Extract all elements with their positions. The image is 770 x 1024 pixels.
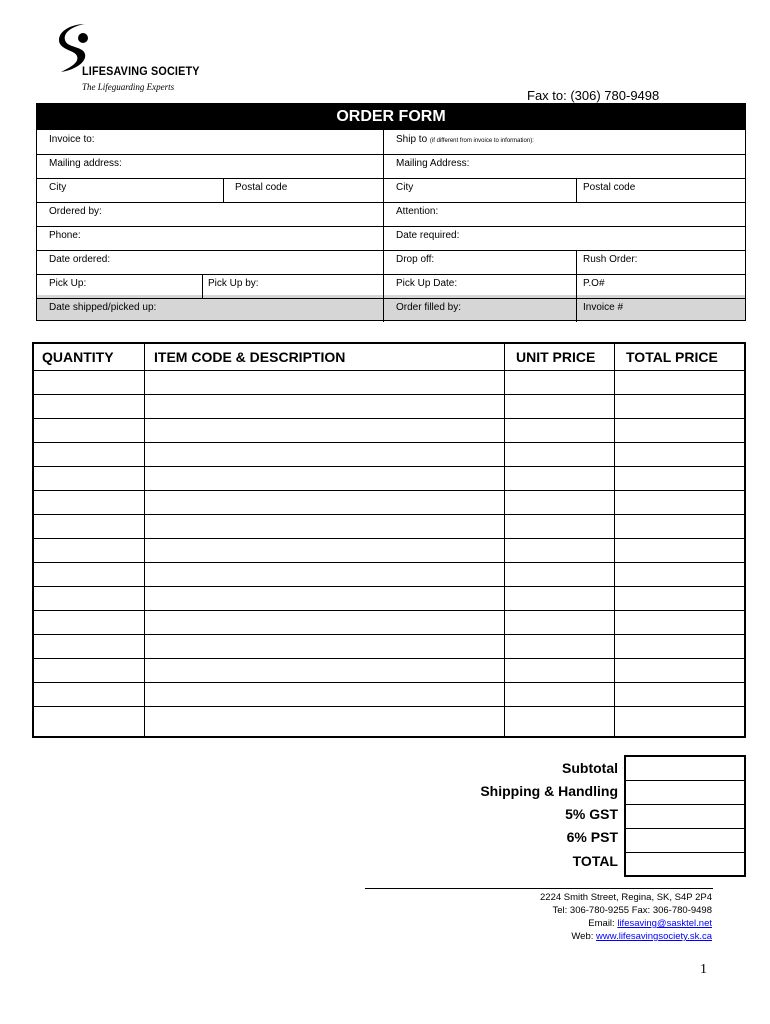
divider-line xyxy=(365,888,713,889)
form-title: ORDER FORM xyxy=(37,104,745,130)
table-column-divider xyxy=(144,344,145,736)
drop-off-field[interactable]: Drop off: xyxy=(396,254,435,265)
table-row xyxy=(34,586,744,587)
fax-number: Fax to: (306) 780-9498 xyxy=(527,88,660,103)
table-row xyxy=(34,682,744,683)
table-row xyxy=(34,466,744,467)
table-row xyxy=(34,562,744,563)
total-label: TOTAL xyxy=(572,853,618,869)
column-header-quantity: QUANTITY xyxy=(42,349,114,365)
rush-order-field[interactable]: Rush Order: xyxy=(583,254,638,265)
subtotal-label: Subtotal xyxy=(562,760,618,776)
ship-postal-code-field[interactable]: Postal code xyxy=(583,182,636,193)
shipping-label: Shipping & Handling xyxy=(480,783,618,799)
pick-up-date-field[interactable]: Pick Up Date: xyxy=(396,278,458,289)
date-required-field[interactable]: Date required: xyxy=(396,230,460,241)
web-link[interactable]: www.lifesavingsociety.sk.ca xyxy=(596,931,712,942)
address-web: Web: www.lifesavingsociety.sk.ca xyxy=(571,931,712,942)
totals-box xyxy=(624,755,746,877)
city-field[interactable]: City xyxy=(49,182,67,193)
table-row xyxy=(34,418,744,419)
items-table xyxy=(32,342,746,738)
invoice-number-field[interactable]: Invoice # xyxy=(583,302,624,313)
date-shipped-field[interactable]: Date shipped/picked up: xyxy=(49,302,157,313)
column-header-total-price: TOTAL PRICE xyxy=(626,349,718,365)
order-form-box xyxy=(36,103,746,321)
email-link[interactable]: lifesaving@sasktel.net xyxy=(617,918,712,929)
table-row xyxy=(34,370,744,371)
logo-name: LIFESAVING SOCIETY xyxy=(82,64,200,78)
mailing-address-field[interactable]: Mailing address: xyxy=(49,158,122,169)
table-row xyxy=(34,442,744,443)
logo-tagline: The Lifeguarding Experts xyxy=(82,82,175,92)
table-row xyxy=(34,538,744,539)
table-row xyxy=(34,658,744,659)
address-email: Email: lifesaving@sasktel.net xyxy=(588,918,712,929)
column-header-unit-price: UNIT PRICE xyxy=(516,349,596,365)
postal-code-field[interactable]: Postal code xyxy=(235,182,288,193)
ship-city-field[interactable]: City xyxy=(396,182,414,193)
address-phone: Tel: 306-780-9255 Fax: 306-780-9498 xyxy=(552,905,712,916)
ship-mailing-address-field[interactable]: Mailing Address: xyxy=(396,158,470,169)
table-row xyxy=(34,706,744,707)
invoice-to-field[interactable]: Invoice to: xyxy=(49,134,95,145)
attention-field[interactable]: Attention: xyxy=(396,206,439,217)
table-row xyxy=(34,514,744,515)
pst-label: 6% PST xyxy=(566,829,618,845)
order-filled-by-field[interactable]: Order filled by: xyxy=(396,302,462,313)
address-street: 2224 Smith Street, Regina, SK, S4P 2P4 xyxy=(540,892,712,903)
page-number: 1 xyxy=(700,962,707,977)
date-ordered-field[interactable]: Date ordered: xyxy=(49,254,111,265)
phone-field[interactable]: Phone: xyxy=(49,230,81,241)
table-column-divider xyxy=(614,344,615,736)
ordered-by-field[interactable]: Ordered by: xyxy=(49,206,102,217)
po-number-field[interactable]: P.O# xyxy=(583,278,605,289)
table-row xyxy=(34,610,744,611)
ship-to-field[interactable]: Ship to (if different from invoice to information): xyxy=(396,134,534,145)
gst-label: 5% GST xyxy=(565,806,618,822)
pick-up-by-field[interactable]: Pick Up by: xyxy=(208,278,259,289)
column-header-item: ITEM CODE & DESCRIPTION xyxy=(154,349,346,365)
table-column-divider xyxy=(504,344,505,736)
table-row xyxy=(34,634,744,635)
pick-up-field[interactable]: Pick Up: xyxy=(49,278,87,289)
table-row xyxy=(34,490,744,491)
table-row xyxy=(34,394,744,395)
